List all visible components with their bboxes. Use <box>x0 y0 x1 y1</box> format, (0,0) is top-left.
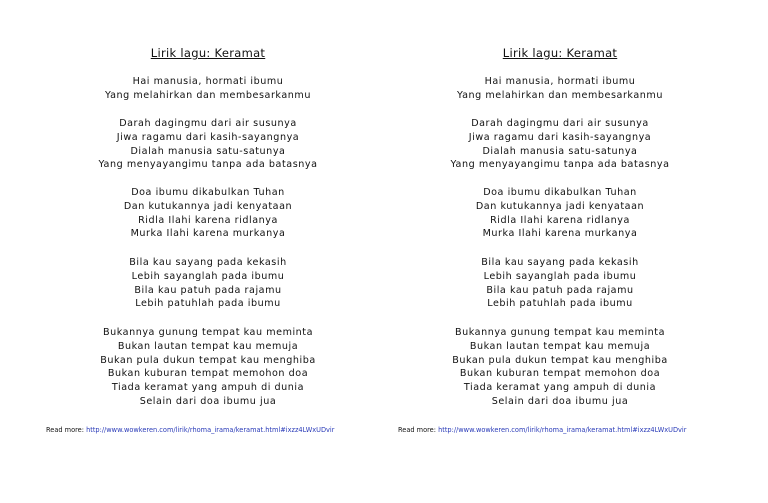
stanza-3 <box>38 186 378 241</box>
stanza-4 <box>38 256 378 311</box>
lyric-line: Lebih sayanglah pada ibumu <box>131 270 285 282</box>
lyric-line: Jiwa ragamu dari kasih-sayangnya <box>116 131 300 143</box>
lyric-line: Yang menyayangimu tanpa ada batasnya <box>98 159 318 171</box>
lyric-line: Dialah manusia satu-satunya <box>130 145 286 157</box>
lyrics-page-right <box>390 0 730 503</box>
lyric-line: Bukannya gunung tempat kau meminta <box>454 327 666 338</box>
lyric-line: Bukan pula dukun tempat kau menghiba <box>100 354 316 366</box>
lyric-line: Lebih patuhlah pada ibumu <box>135 298 281 310</box>
stanza-4 <box>390 256 730 311</box>
lyric-line: Hai manusia, hormati ibumu <box>132 76 284 87</box>
lyric-line: Bukannya gunung tempat kau meminta <box>102 327 314 338</box>
lyric-line: Selain dari doa ibumu jua <box>491 395 629 407</box>
lyric-line: Bukan lautan tempat kau memuja <box>117 340 299 352</box>
lyrics-page-left <box>38 0 378 503</box>
lyric-line: Darah dagingmu dari air susunya <box>471 118 649 129</box>
lyric-line: Yang menyayangimu tanpa ada batasnya <box>450 159 670 171</box>
song-title: Lirik lagu: Keramat <box>502 46 618 60</box>
lyric-line: Jiwa ragamu dari kasih-sayangnya <box>468 131 652 143</box>
lyric-line: Lebih sayanglah pada ibumu <box>483 270 637 282</box>
lyric-line: Darah dagingmu dari air susunya <box>119 118 297 129</box>
lyric-line: Ridla Ilahi karena ridlanya <box>138 214 278 226</box>
lyric-line: Bila kau patuh pada rajamu <box>134 284 282 296</box>
lyric-line: Bukan kuburan tempat memohon doa <box>107 368 309 380</box>
lyric-line: Doa ibumu dikabulkan Tuhan <box>483 187 637 198</box>
lyric-line: Ridla Ilahi karena ridlanya <box>490 214 630 226</box>
read-more-link[interactable]: http://www.wowkeren.com/lirik/rhoma_irama/keramat.html#ixzz4LWxUDvir <box>438 426 687 434</box>
lyric-line: Murka Ilahi karena murkanya <box>130 228 286 240</box>
stanza-2 <box>38 117 378 172</box>
stanza-3 <box>390 186 730 241</box>
lyric-line: Tiada keramat yang ampuh di dunia <box>111 382 305 394</box>
lyric-line: Bukan pula dukun tempat kau menghiba <box>452 354 668 366</box>
stanza-5 <box>38 326 378 409</box>
lyric-line: Dan kutukannya jadi kenyataan <box>123 200 293 212</box>
lyric-line: Selain dari doa ibumu jua <box>139 395 277 407</box>
lyric-line: Bila kau sayang pada kekasih <box>129 257 287 268</box>
lyric-line: Bila kau sayang pada kekasih <box>481 257 639 268</box>
lyric-line: Bila kau patuh pada rajamu <box>486 284 634 296</box>
lyric-line: Dialah manusia satu-satunya <box>482 145 638 157</box>
lyric-line: Hai manusia, hormati ibumu <box>484 76 636 87</box>
lyric-line: Murka Ilahi karena murkanya <box>482 228 638 240</box>
lyric-line: Dan kutukannya jadi kenyataan <box>475 200 645 212</box>
read-more-link[interactable]: http://www.wowkeren.com/lirik/rhoma_irama/keramat.html#ixzz4LWxUDvir <box>86 426 335 434</box>
read-more-label: Read more: <box>46 426 84 434</box>
lyric-line: Bukan lautan tempat kau memuja <box>469 340 651 352</box>
read-more-label: Read more: <box>398 426 436 434</box>
read-more-note <box>398 426 686 434</box>
song-title: Lirik lagu: Keramat <box>150 46 266 60</box>
stanza-5 <box>390 326 730 409</box>
read-more-note <box>46 426 334 434</box>
lyric-line: Lebih patuhlah pada ibumu <box>487 298 633 310</box>
lyric-line: Bukan kuburan tempat memohon doa <box>459 368 661 380</box>
stanza-1 <box>390 75 730 103</box>
stanza-1 <box>38 75 378 103</box>
lyric-line: Tiada keramat yang ampuh di dunia <box>463 382 657 394</box>
lyric-line: Yang melahirkan dan membesarkanmu <box>457 89 663 101</box>
stanza-2 <box>390 117 730 172</box>
lyric-line: Yang melahirkan dan membesarkanmu <box>105 89 311 101</box>
lyric-line: Doa ibumu dikabulkan Tuhan <box>131 187 285 198</box>
